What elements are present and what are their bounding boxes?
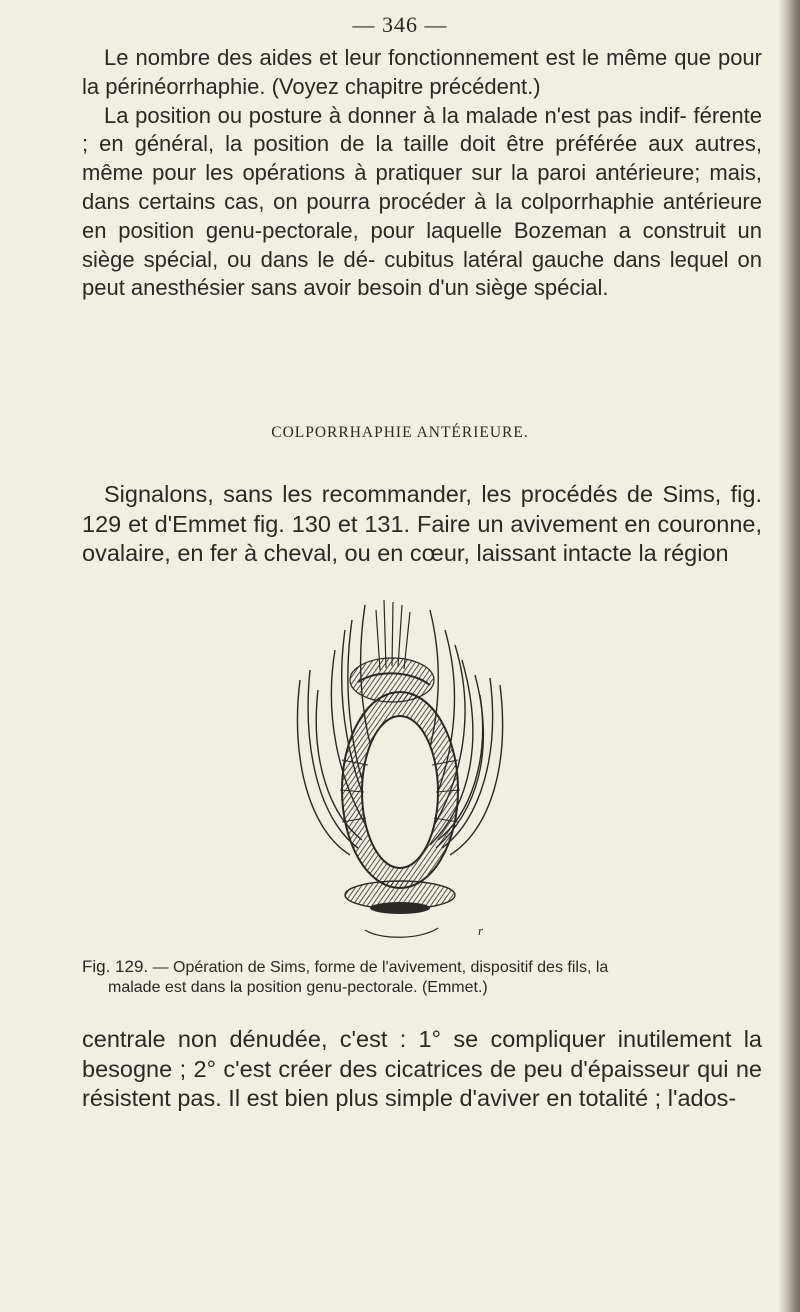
- paragraph-1-line: avoir besoin d'un siège spécial.: [303, 275, 609, 301]
- figure-caption: [82, 957, 772, 998]
- caption-line-1: — Opération de Sims, forme de l'avivement, dispositif des fils, la: [152, 959, 609, 976]
- paragraph-3: [82, 1025, 762, 1114]
- paragraph-1-line: laquelle Bozeman a construit un siège spécial, ou dans le dé-: [82, 217, 762, 272]
- paragraph-1-line: aux autres, même pour les opérations à pratiquer sur la paroi: [82, 131, 762, 186]
- section-title: COLPORRHAPHIE ANTÉRIEURE.: [271, 424, 529, 441]
- paragraph-3-line: besogne ; 2° c'est créer des cicatrices de peu d'épaisseur qui ne: [82, 1055, 762, 1082]
- paragraph-2: [82, 480, 762, 569]
- paragraph-1-line: que pour la périnéorrhaphie. (Voyez chapitre précédent.): [82, 45, 762, 99]
- paragraph-3-line: centrale non dénudée, c'est : 1° se compliquer inutilement la: [82, 1026, 762, 1052]
- figure-129-illustration: [280, 590, 520, 1000]
- paragraph-2-line: Signalons, sans les recommander, les procédés de Sims, fig.: [104, 481, 762, 507]
- paragraph-1-line: férente ; en général, la position de la taille doit être préférée: [82, 102, 762, 157]
- caption-label: Fig. 129.: [82, 957, 149, 976]
- page-edge-shadow: [778, 0, 800, 1312]
- paragraph-1-line: colporrhaphie antérieure en position genu-pectorale, pour: [82, 188, 762, 243]
- paragraph-1-line: antérieure; mais, dans certains cas, on pourra procéder à la: [82, 160, 762, 214]
- paragraph-1-line: cubitus latéral gauche dans lequel on peut anesthésier sans: [82, 246, 762, 301]
- paragraph-1-line: La position ou posture à donner à la malade n'est pas indif-: [104, 102, 687, 128]
- paragraph-2-line: ovalaire, en fer à cheval, ou en cœur, laissant intacte la région: [82, 540, 729, 566]
- figure-label: r: [478, 923, 484, 938]
- page-number: — 346 —: [352, 12, 448, 37]
- caption-line-2: malade est dans la position genu-pectorale. (Emmet.): [108, 979, 488, 996]
- paragraph-1-line: Le nombre des aides et leur fonctionnement est le même: [104, 45, 668, 70]
- paragraph-1: [82, 44, 762, 303]
- paragraph-2-line: 129 et d'Emmet fig. 130 et 131. Faire un avivement en couronne,: [82, 510, 762, 537]
- paragraph-3-line: résistent pas. Il est bien plus simple d'aviver en totalité ; l'ados-: [82, 1085, 737, 1111]
